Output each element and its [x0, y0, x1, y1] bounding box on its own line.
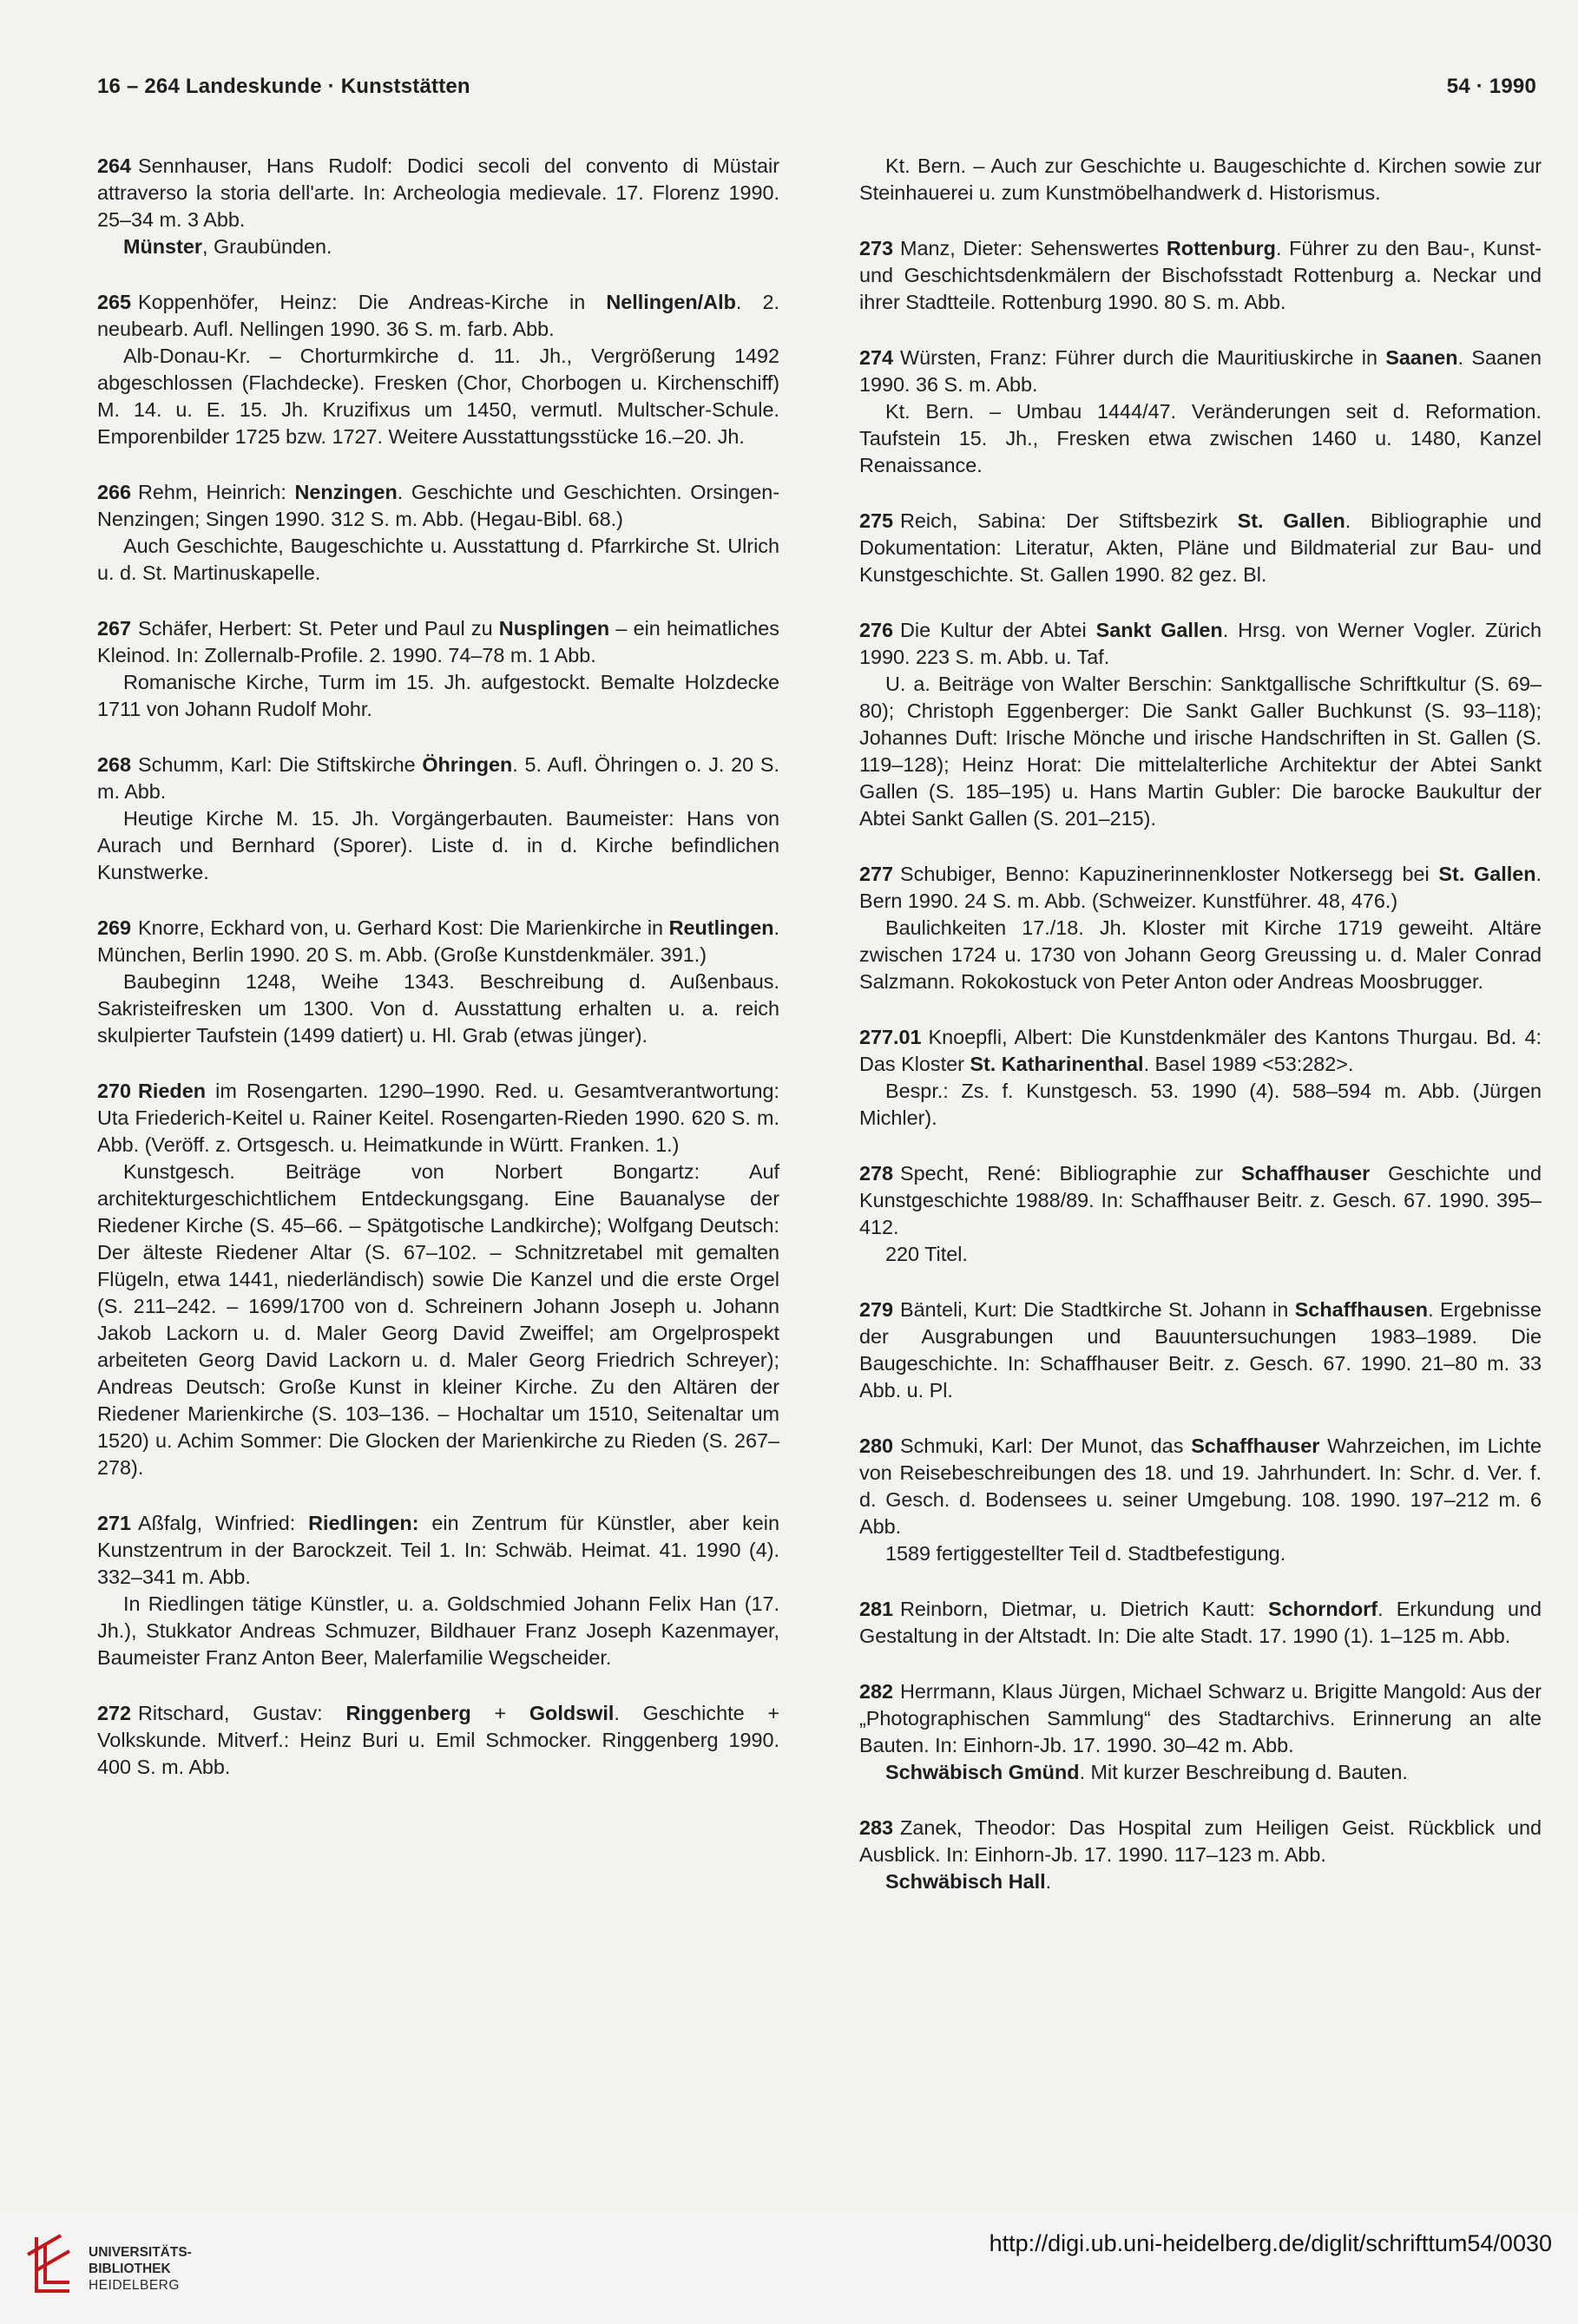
digitization-footer [0, 2211, 1578, 2324]
bibliography-entry-266: 266 Rehm, Heinrich: Nenzingen. Geschichte und Geschichten. Orsingen-Nenzingen; Singen 1990. 312 S. m. Abb. (Hegau-Bibl. 68.) Auch Geschichte, Baugeschichte u. Ausstattung d. Pfarrkirche St. Ulrich u. d. St. Martinuskapelle. [97, 481, 780, 584]
bibliography-entry-273: 273 Manz, Dieter: Sehenswertes Rottenburg. Führer zu den Bau-, Kunst- und Geschichtsdenkmälern der Bischofsstadt Rottenburg a. Neckar und ihrer Stadtteile. Rottenburg 1990. 80 S. m. Abb. [859, 237, 1542, 313]
bibliography-entry-272: 272 Ritschard, Gustav: Ringgenberg + Goldswil. Geschichte + Volkskunde. Mitverf.: Heinz Buri u. Emil Schmocker. Ringgenberg 1990. 400 S. m. Abb. [97, 1702, 779, 1778]
library-name: UNIVERSITÄTS- BIBLIOTHEK HEIDELBERG [89, 2245, 192, 2293]
bibliography-entry-272-continued: Kt. Bern. – Auch zur Geschichte u. Baugeschichte d. Kirchen sowie zur Steinhauerei u. zum Kunstmöbelhandwerk d. Historismus. [859, 154, 1542, 204]
left-column [97, 153, 779, 1809]
bibliography-entry-283: 283 Zanek, Theodor: Das Hospital zum Heiligen Geist. Rückblick und Ausblick. In: Einhorn-Jb. 17. 1990. 117–123 m. Abb. Schwäbisch Hall. [859, 1816, 1542, 1893]
bibliography-entry-265: 265 Koppenhöfer, Heinz: Die Andreas-Kirche in Nellingen/Alb. 2. neubearb. Aufl. Nellingen 1990. 36 S. m. farb. Abb. Alb-Donau-Kr. – Chorturmkirche d. 11. Jh., Vergrößerung 1492 abgeschlossen (Flachdecke). Fresken (Chor, Chorbogen u. Kirchenschiff) M. 14. u. E. 15. Jh. Kruzifixus um 1450, vermutl. Multscher-Schule. Emporenbilder 1725 bzw. 1727. Weitere Ausstattungsstücke 16.–20. Jh. [97, 291, 779, 448]
running-head [97, 75, 1536, 109]
bibliography-entry-280: 280 Schmuki, Karl: Der Munot, das Schaffhauser Wahrzeichen, im Lichte von Reisebeschreibungen des 18. und 19. Jahrhundert. In: Schr. d. Ver. f. d. Gesch. d. Bodensees u. seiner Umgebung. 108. 1990. 197–212 m. 6 Abb. 1589 fertiggestellter Teil d. Stadtbefestigung. [859, 1434, 1542, 1565]
running-head-right: 54 · 1990 [1446, 75, 1536, 98]
bibliography-entry-278: 278 Specht, René: Bibliographie zur Schaffhauser Geschichte und Kunstgeschichte 1988/89. In: Schaffhauser Beitr. z. Gesch. 67. 1990. 395–412. 220 Titel. [859, 1162, 1542, 1265]
bibliography-entry-268: 268 Schumm, Karl: Die Stiftskirche Öhringen. 5. Aufl. Öhringen o. J. 20 S. m. Abb. Heutige Kirche M. 15. Jh. Vorgängerbauten. Baumeister: Hans von Aurach und Bernhard (Sporer). Liste d. in d. Kirche befindlichen Kunstwerke. [97, 753, 779, 883]
bibliography-entry-267: 267 Schäfer, Herbert: St. Peter und Paul zu Nusplingen – ein heimatliches Kleinod. In: Zollernalb-Profile. 2. 1990. 74–78 m. 1 Abb. Romanische Kirche, Turm im 15. Jh. aufgestockt. Bemalte Holzdecke 1711 von Johann Rudolf Mohr. [97, 617, 779, 720]
bibliography-entry-271: 271 Aßfalg, Winfried: Riedlingen: ein Zentrum für Künstler, aber kein Kunstzentrum in der Barockzeit. Teil 1. In: Schwäb. Heimat. 41. 1990 (4). 332–341 m. Abb. In Riedlingen tätige Künstler, u. a. Goldschmied Johann Felix Han (17. Jh.), Stukkator Andreas Schmuzer, Bildhauer Franz Joseph Kazenmayer, Baumeister Franz Anton Beer, Malerfamilie Wegscheider. [97, 1512, 779, 1669]
right-column [859, 153, 1542, 1924]
running-head-left: 16 – 264 Landeskunde · Kunststätten [97, 75, 470, 98]
bibliography-entry-274: 274 Würsten, Franz: Führer durch die Mauritiuskirche in Saanen. Saanen 1990. 36 S. m. Abb. Kt. Bern. – Umbau 1444/47. Veränderungen seit d. Reformation. Taufstein 15. Jh., Fresken etwa zwischen 1460 u. 1480, Kanzel Renaissance. [859, 346, 1542, 476]
bibliography-entry-269: 269 Knorre, Eckhard von, u. Gerhard Kost: Die Marienkirche in Reutlingen. München, Berlin 1990. 20 S. m. Abb. (Große Kunstdenkmäler. 391.) Baubeginn 1248, Weihe 1343. Beschreibung d. Außenbaus. Sakristeifresken um 1300. Von d. Ausstattung erhalten u. a. reich skulpierter Taufstein (1499 datiert) u. Hl. Grab (etwas jünger). [97, 916, 779, 1047]
bibliography-entry-277-01: 277.01 Knoepfli, Albert: Die Kunstdenkmäler des Kantons Thurgau. Bd. 4: Das Kloster St. Katharinenthal. Basel 1989 <53:282>. Bespr.: Zs. f. Kunstgesch. 53. 1990 (4). 588–594 m. Abb. (Jürgen Michler). [859, 1026, 1542, 1129]
bibliography-entry-276: 276 Die Kultur der Abtei Sankt Gallen. Hrsg. von Werner Vogler. Zürich 1990. 223 S. m. Abb. u. Taf. U. a. Beiträge von Walter Berschin: Sanktgallische Schriftkultur (S. 69–80); Christoph Eggenberger: Die Sankt Galler Buchkunst (S. 93–118); Johannes Duft: Irische Mönche und irische Handschriften in St. Gallen (S. 119–128); Heinz Horat: Die mittelalterliche Architektur der Abtei Sankt Gallen (S. 185–195) u. Hans Martin Gubler: Die barocke Baukultur der Abtei Sankt Gallen (S. 201–215). [859, 619, 1542, 830]
permalink-url[interactable]: http://digi.ub.uni-heidelberg.de/diglit/schrifttum54/0030 [989, 2230, 1552, 2256]
bibliography-entry-270: 270 Rieden im Rosengarten. 1290–1990. Red. u. Gesamtverantwortung: Uta Friederich-Keitel u. Rainer Keitel. Rosengarten-Rieden 1990. 620 S. m. Abb. (Veröff. z. Ortsgesch. u. Heimatkunde in Württ. Franken. 1.) Kunstgesch. Beiträge von Norbert Bongartz: Auf architekturgeschichtlichem Entdeckungsgang. Eine Bauanalyse der Riedener Kirche (S. 45–66. – Spätgotische Landkirche); Wolfgang Deutsch: Der älteste Riedener Altar (S. 67–102. – Schnitzretabel mit gemalten Flügeln, etwa 1441, niederländisch) sowie Die Kanzel und die erste Orgel (S. 211–242. – 1699/1700 von d. Schreinern Johann Joseph u. Johann Jakob Lackorn u. d. Maler Georg David Zweiffel; am Orgelprospekt arbeiteten Georg David Lackorn u. d. Maler Georg Friedrich Schreyer); Andreas Deutsch: Große Kunst in kleiner Kirche. Zu den Altären der Riedener Marienkirche (S. 103–136. – Hochaltar um 1510, Seitenaltar um 1520) u. Achim Sommer: Die Glocken der Marienkirche zu Rieden (S. 267–278). [97, 1080, 779, 1479]
bibliography-entry-281: 281 Reinborn, Dietmar, u. Dietrich Kautt: Schorndorf. Erkundung und Gestaltung in der Altstadt. In: Die alte Stadt. 17. 1990 (1). 1–125 m. Abb. [859, 1598, 1542, 1647]
bibliography-entry-275: 275 Reich, Sabina: Der Stiftsbezirk St. Gallen. Bibliographie und Dokumentation: Literatur, Akten, Pläne und Bildmaterial zur Bau- und Kunstgeschichte. St. Gallen 1990. 82 gez. Bl. [859, 509, 1542, 586]
bibliography-entry-279: 279 Bänteli, Kurt: Die Stadtkirche St. Johann in Schaffhausen. Ergebnisse der Ausgrabungen und Bauuntersuchungen 1983–1989. Die Baugeschichte. In: Schaffhauser Beitr. z. Gesch. 67. 1990. 21–80 m. 33 Abb. u. Pl. [859, 1298, 1542, 1402]
university-library-logo-icon [19, 2229, 89, 2307]
bibliography-entry-282: 282 Herrmann, Klaus Jürgen, Michael Schwarz u. Brigitte Mangold: Aus der „Photographischen Sammlung“ des Stadtarchivs. Erinnerung an alte Bauten. In: Einhorn-Jb. 17. 1990. 30–42 m. Abb. Schwäbisch Gmünd. Mit kurzer Beschreibung d. Bauten. [859, 1680, 1542, 1783]
bibliography-entry-264: 264 Sennhauser, Hans Rudolf: Dodici secoli del convento di Müstair attraverso la storia dell'arte. In: Archeologia medievale. 17. Florenz 1990. 25–34 m. 3 Abb. Münster, Graubünden. [97, 154, 779, 258]
bibliography-entry-277: 277 Schubiger, Benno: Kapuzinerinnenkloster Notkersegg bei St. Gallen. Bern 1990. 24 S. m. Abb. (Schweizer. Kunstführer. 48, 476.) Baulichkeiten 17./18. Jh. Kloster mit Kirche 1719 geweiht. Altäre zwischen 1724 u. 1730 von Johann Georg Greussing u. d. Maler Conrad Salzmann. Rokokostuck von Peter Anton oder Andreas Moosbrugger. [859, 863, 1542, 993]
